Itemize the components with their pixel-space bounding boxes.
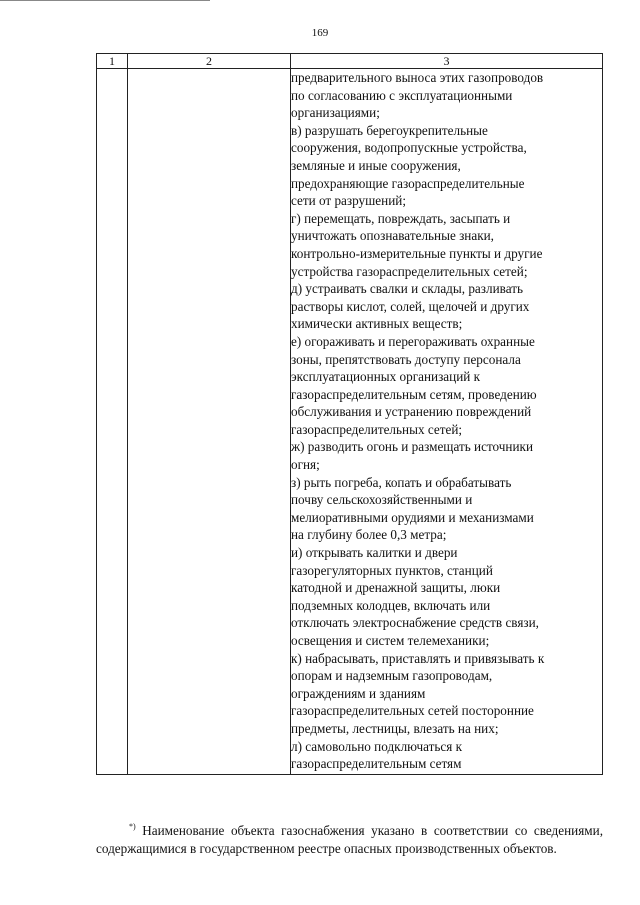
header-col-3: 3 bbox=[291, 54, 603, 69]
text-line: опорам и надземным газопроводам, bbox=[291, 668, 493, 684]
text-line: л) самовольно подключаться к bbox=[291, 738, 463, 754]
footnote bbox=[96, 818, 603, 858]
text-line: по согласованию с эксплуатационными bbox=[291, 87, 513, 103]
text-line: предварительного выноса этих газопроводов bbox=[291, 70, 544, 85]
text-line: е) огораживать и перегораживать охранные bbox=[291, 333, 535, 349]
table-header-row bbox=[97, 54, 603, 69]
text-line: газораспределительным сетям bbox=[291, 756, 462, 772]
cell-col-3 bbox=[291, 69, 603, 775]
text-line: устройства газораспределительных сетей; bbox=[291, 263, 528, 279]
cell-col-2 bbox=[128, 69, 291, 775]
text-line: д) устраивать свалки и склады, разливать bbox=[291, 281, 523, 297]
text-line: освещения и систем телемеханики; bbox=[291, 633, 490, 648]
text-line: газораспределительных сетей посторонние bbox=[291, 703, 534, 719]
text-line: эксплуатационных организаций к bbox=[291, 369, 481, 385]
text-line: растворы кислот, солей, щелочей и других bbox=[291, 298, 530, 314]
cell-col-1 bbox=[97, 69, 128, 775]
text-line: сети от разрушений; bbox=[291, 193, 406, 209]
text-line: катодной и дренажной защиты, люки bbox=[291, 580, 501, 596]
requirements-table bbox=[96, 53, 603, 775]
footnote-text: Наименование объекта газоснабжения указано в соответствии со сведениями, содержащимися в государственном реестре опасных производственных объектов. bbox=[96, 823, 604, 856]
text-line: газораспределительных сетей; bbox=[291, 421, 463, 437]
text-line: к) набрасывать, приставлять и привязывать к bbox=[291, 650, 545, 666]
text-line: организациями; bbox=[291, 105, 380, 121]
text-line: и) открывать калитки и двери bbox=[291, 545, 458, 561]
header-col-2: 2 bbox=[128, 54, 291, 69]
text-line: подземных колодцев, включать или bbox=[291, 597, 491, 613]
page-number: 169 bbox=[311, 27, 329, 39]
table-row bbox=[97, 69, 603, 775]
text-line: газорегуляторных пунктов, станций bbox=[291, 562, 493, 578]
text-line: земляные и иные сооружения, bbox=[291, 157, 461, 173]
footnote-marker: *) bbox=[129, 822, 136, 831]
text-line: химически активных веществ; bbox=[291, 316, 463, 332]
text-line: уничтожать опознавательные знаки, bbox=[291, 228, 494, 244]
text-line: предметы, лестницы, влезать на них; bbox=[291, 720, 499, 736]
text-line: г) перемещать, повреждать, засыпать и bbox=[291, 210, 511, 226]
text-line: огня; bbox=[291, 457, 320, 473]
text-line: ограждениям и зданиям bbox=[291, 685, 426, 701]
text-line: почву сельскохозяйственными и bbox=[291, 492, 473, 508]
text-line: обслуживания и устранению повреждений bbox=[291, 404, 532, 420]
text-line: контрольно-измерительные пункты и другие bbox=[291, 245, 543, 261]
text-line: з) рыть погреба, копать и обрабатывать bbox=[291, 474, 512, 490]
text-line: газораспределительным сетям, проведению bbox=[291, 386, 537, 402]
text-line: ж) разводить огонь и размещать источники bbox=[291, 439, 534, 455]
text-line: зоны, препятствовать доступу персонала bbox=[291, 351, 521, 367]
text-line: предохраняющие газораспределительные bbox=[291, 175, 525, 191]
text-line: в) разрушать берегоукрепительные bbox=[291, 122, 488, 138]
header-col-1: 1 bbox=[97, 54, 128, 69]
text-line: отключать электроснабжение средств связи, bbox=[291, 615, 539, 631]
top-rule bbox=[0, 0, 210, 1]
text-line: мелиоративными орудиями и механизмами bbox=[291, 509, 534, 525]
text-line: сооружения, водопропускные устройства, bbox=[291, 140, 527, 156]
text-line: на глубину более 0,3 метра; bbox=[291, 527, 447, 543]
